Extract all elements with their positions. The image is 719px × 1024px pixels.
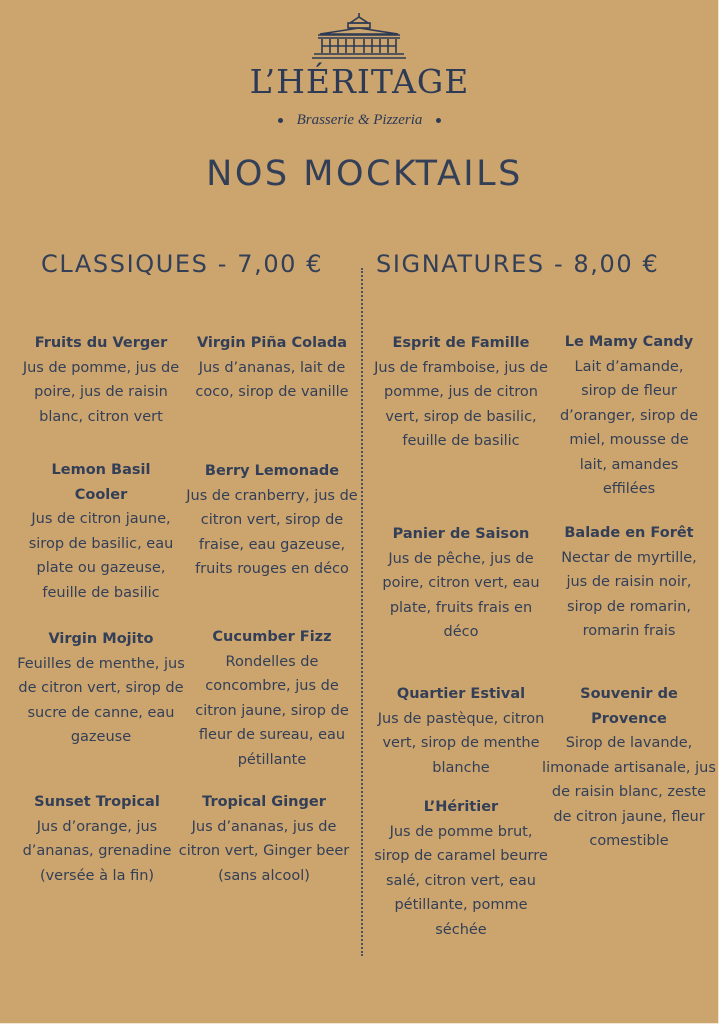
item-description: Jus d’ananas, lait de coco, sirop de vanille — [195, 359, 349, 400]
item-name: Lemon Basil Cooler — [51, 462, 151, 503]
item-description: Nectar de myrtille, jus de raisin noir, sirop de romarin, romarin frais — [561, 549, 697, 639]
item-description: Jus d’orange, jus d’ananas, grenadine (versée à la fin) — [22, 818, 172, 884]
item-name: Souvenir de Provence — [580, 686, 678, 727]
menu-item — [541, 521, 717, 644]
item-name: Berry Lemonade — [204, 463, 340, 479]
item-name: Sunset Tropical — [34, 794, 160, 810]
menu-item — [541, 682, 717, 854]
item-name: Esprit de Famille — [392, 335, 530, 351]
column-divider — [361, 268, 363, 956]
menu-item — [373, 682, 549, 780]
item-description: Jus de framboise, jus de pomme, jus de citron vert, sirop de basilic, feuille de basilic — [374, 359, 548, 449]
item-description: Feuilles de menthe, jus de citron vert, sirop de sucre de canne, eau gazeuse — [17, 655, 185, 745]
pavilion-logo-icon — [310, 12, 408, 60]
item-description: Rondelles de concombre, jus de citron jaune, sirop de fleur de sureau, eau pétillante — [195, 653, 349, 768]
item-description: Jus de pastèque, citron vert, sirop de menthe blanche — [377, 710, 545, 776]
menu-item — [373, 331, 549, 454]
menu-item — [176, 790, 352, 888]
menu-item — [373, 795, 549, 942]
menu-item — [13, 331, 189, 429]
item-name: Cucumber Fizz — [212, 629, 332, 645]
item-name: Balade en Forêt — [564, 525, 694, 541]
brand-tagline — [0, 112, 719, 129]
item-name: L’Héritier — [423, 799, 499, 815]
item-name: Panier de Saison — [392, 526, 530, 542]
item-description: Jus d’ananas, jus de citron vert, Ginger beer (sans alcool) — [178, 818, 350, 884]
item-description: Jus de pomme brut, sirop de caramel beurre salé, citron vert, eau pétillante, pomme séchée — [374, 823, 548, 938]
item-description: Jus de pêche, jus de poire, citron vert, eau plate, fruits frais en déco — [382, 550, 540, 640]
menu-item — [541, 330, 717, 502]
item-name: Virgin Piña Colada — [196, 335, 348, 351]
item-name: Tropical Ginger — [202, 794, 326, 810]
item-name: Fruits du Verger — [34, 335, 168, 351]
menu-item — [184, 625, 360, 772]
item-description: Sirop de lavande, limonade artisanale, jus de raisin blanc, zeste de citron jaune, fleur comestible — [542, 735, 716, 849]
item-description: Jus de citron jaune, sirop de basilic, eau plate ou gazeuse, feuille de basilic — [28, 511, 174, 601]
item-name: Quartier Estival — [396, 686, 526, 702]
item-name: Virgin Mojito — [48, 631, 154, 647]
menu-item — [9, 790, 185, 888]
menu-item — [13, 627, 189, 750]
item-description: Lait d’amande, sirop de fleur d’oranger, sirop de miel, mousse de lait, amandes effilées — [559, 358, 699, 497]
section-heading-classiques: CLASSIQUES - 7,00 € — [41, 250, 324, 278]
item-name: Le Mamy Candy — [564, 334, 694, 350]
brand-name: L’HÉRITAGE — [249, 62, 470, 101]
item-description: Jus de pomme, jus de poire, jus de raisin blanc, citron vert — [22, 359, 180, 425]
bullet-right-icon — [436, 118, 441, 123]
menu-item — [184, 459, 360, 582]
item-description: Jus de cranberry, jus de citron vert, sirop de fraise, eau gazeuse, fruits rouges en déco — [186, 487, 358, 577]
section-heading-signatures: SIGNATURES - 8,00 € — [376, 250, 660, 278]
menu-item — [184, 331, 360, 405]
page-title: NOS MOCKTAILS — [206, 154, 523, 194]
menu-item — [373, 522, 549, 645]
bullet-left-icon — [278, 118, 283, 123]
tagline-text: Brasserie & Pizzeria — [296, 112, 423, 128]
menu-item — [13, 458, 189, 605]
